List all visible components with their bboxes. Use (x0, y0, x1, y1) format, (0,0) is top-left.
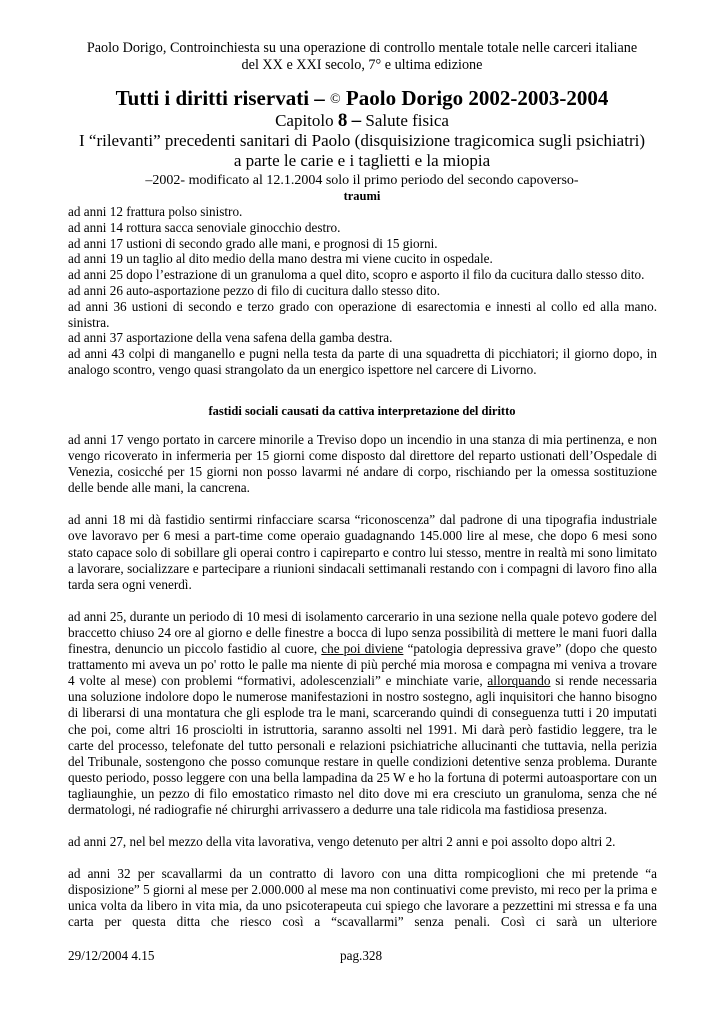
underlined-text: che poi diviene (321, 641, 404, 657)
paragraph (68, 609, 657, 818)
fastidi-body (68, 432, 657, 931)
chapter-number: 8 (337, 110, 348, 131)
list-item: ad anni 26 auto-asportazione pezzo di filo di cucitura dallo stesso dito. (68, 282, 441, 298)
header-line-1: Paolo Dorigo, Controinchiesta su una operazione di controllo mentale totale nelle carceri italiane (86, 40, 638, 56)
section-heading-traumi: traumi (343, 189, 381, 203)
list-item: ad anni 17 ustioni di secondo grado alle mani, e prognosi di 15 giorni. (68, 235, 438, 251)
subtitle-line-1: I “rilevanti” precedenti sanitari di Paolo (disquisizione tragicomica sugli psichiatri) (78, 131, 645, 150)
paragraph-text: si rende necessaria una soluzione indolore dopo le numerose manifestazioni in nostro sostegno, agli inquisitori che hanno bisogno di liberarsi di una montatura che gli esplode tra le mani, scarcerando quindi di conseguenza tutti i 20 imputati che poi, come altri 16 prosciolti in istruttoria, saranno assolti nel 1991. Mi darà però fastidio leggere, tra le carte del processo, telefonate del tutto personali e relazioni psichiatriche allucinanti che tuttavia, nella perizia del Tribunale, sostengono che posso comunque restare in quelle condizioni detentive senza problema. Durante questo periodo, posso leggere con una bella lampadina da 25 W e ho la fortuna di potermi autoasportare con un tagliaunghie, un pezzo di filo emostatico rimasto nel dito dove mi era cresciuto un granuloma, senza che né dermatologi, né radiografie né chirurghi arrivassero a dedurre una tale ridicola ma fastidiosa presenza. (68, 673, 658, 817)
footer-date: 29/12/2004 4.15 (68, 948, 155, 963)
chapter-heading (40, 110, 684, 131)
modification-note: –2002- modificato al 12.1.2004 solo il primo periodo del secondo capoverso- (145, 173, 579, 188)
list-item: ad anni 37 asportazione della vena safena della gamba destra. (68, 330, 393, 346)
list-item: ad anni 19 un taglio al dito medio della mano destra mi viene cucito in ospedale. (68, 251, 493, 267)
subtitle-line-2: a parte le carie e i taglietti e la miopia (233, 151, 491, 170)
list-item: ad anni 12 frattura polso sinistro. (68, 204, 243, 219)
paragraph-text: ad anni 25, durante un periodo di 10 mesi di isolamento carcerario in una sezione nella quale potevo godere del braccetto chiuso 24 ore al giorno e delle finestre a bocca di lupo senza possibilità di mettere le mani fuori dalla finestra, denuncio un piccolo fastidio al cuore, (68, 608, 657, 657)
page-number: pag.328 (340, 948, 383, 963)
paragraph-text: “patologia depressiva grave” (dopo che questo trattamento mi aveva un po' rotto le palle ma niente di più perché mia morosa e compagna mi veniva a trovare 4 volte al mese) con problemi “formativi, adolescenziali” e minchiate varie, (68, 641, 658, 689)
section-heading-fastidi: fastidi sociali causati da cattiva interpretazione del diritto (208, 404, 516, 418)
paragraph: ad anni 18 mi dà fastidio sentirmi rinfacciare scarsa “riconoscenza” dal padrone di una tipografia industriale ove lavoravo per 6 mesi a part-time come operaio guadagnando 145.000 lire al mese, che dopo 6 mesi sono stato capace solo di sobillare gli operai contro i capireparto e contro lui stesso, mentre in realtà mi sono limitato a lavorare, socializzare e partecipare a riunioni sindacali settimanali restando con i compagni di lavoro fino alla tarda sera ogni venerdì. (68, 512, 657, 592)
chapter-dash: – (351, 110, 362, 131)
paragraph: ad anni 32 per scavallarmi da un contratto di lavoro con una ditta rompicoglioni che mi pretende “a disposizione” 5 giorni al mese per 2.000.000 al mese ma non continuativi come previsto, mi reco per la prima e unica volta da libero in vita mia, da uno psicoterapeuta cui spiego che lavorare a pezzettini mi stressa e fa una carta per questa ditta che riesco così a “scavallarmi” senza penali. Così ci sarà un ulteriore (68, 866, 657, 930)
chapter-name: Salute fisica (365, 111, 449, 130)
chapter-subtitle (30, 131, 694, 171)
paragraph: ad anni 27, nel bel mezzo della vita lavorativa, vengo detenuto per altri 2 anni e poi assolto dopo altri 2. (68, 834, 616, 850)
list-item: ad anni 14 rottura sacca senoviale ginocchio destro. (68, 219, 341, 235)
trauma-list (68, 204, 657, 378)
copyright-symbol: © (330, 92, 341, 107)
list-item: ad anni 43 colpi di manganello e pugni nella testa da parte di una squadretta di picchiatori; il giorno dopo, in analogo scontro, vengo quasi strangolato da un energico ispettore nel carcere di Livorno. (68, 346, 657, 377)
header-line-2: del XX e XXI secolo, 7° e ultima edizione (241, 57, 483, 73)
page-footer (68, 947, 657, 965)
chapter-label: Capitolo (275, 111, 334, 130)
paragraph: ad anni 17 vengo portato in carcere minorile a Treviso dopo un incendio in una stanza di mia pertinenza, e non vengo ricoverato in infermeria per 15 giorni come disposto dal direttore del reparto ustionati dell’Ospedale di Venezia, cosicché per 15 giorni non posso lavarmi né andare di corpo, rischiando per la omessa sostituzione delle bende alle mani, la cancrena. (68, 432, 657, 496)
document-header (60, 40, 664, 74)
title-prefix: Tutti i diritti riservati – (115, 86, 325, 110)
underlined-text: allorquando (487, 673, 551, 689)
list-item: ad anni 36 ustioni di secondo e terzo grado con operazione di esarectomia e innesti al collo ed alla mano. sinistra. (68, 298, 657, 330)
list-item: ad anni 25 dopo l’estrazione di un granuloma a quel dito, scopro e asporto il filo da cucitura dallo stesso dito. (68, 267, 645, 283)
copyright-title (40, 86, 684, 112)
title-suffix: Paolo Dorigo 2002-2003-2004 (345, 86, 609, 110)
